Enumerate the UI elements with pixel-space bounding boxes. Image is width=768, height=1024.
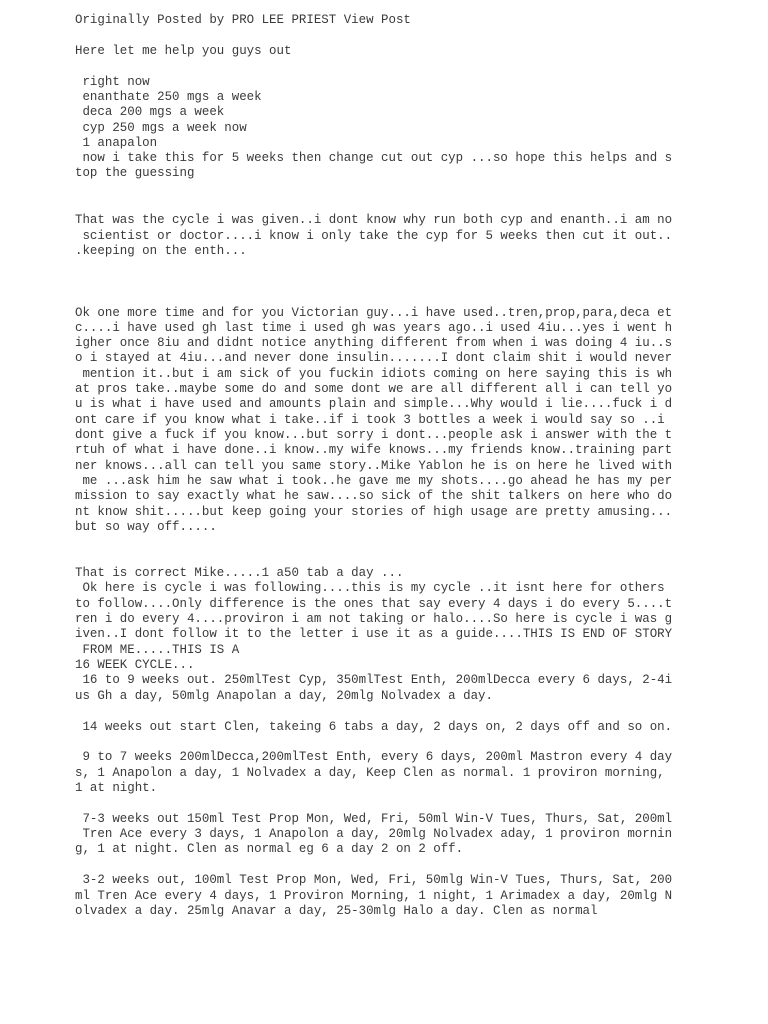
text-line: Ok here is cycle i was following....this is my cycle ..it isnt here for others [75,581,665,595]
text-line: That was the cycle i was given..i dont know why run both cyp and enanth..i am no [75,213,673,227]
text-line: c....i have used gh last time i used gh was years ago..i used 4iu...yes i went h [75,321,673,335]
text-line: now i take this for 5 weeks then change cut out cyp ...so hope this helps and s [75,151,673,165]
text-line: to follow....Only difference is the ones that say every 4 days i do every 5....t [75,597,673,611]
text-line: scientist or doctor....i know i only take the cyp for 5 weeks then cut it out.. [75,229,673,243]
text-line: nt know shit.....but keep going your stories of high usage are pretty amusing... [75,505,673,519]
text-line: 3-2 weeks out, 100ml Test Prop Mon, Wed, Fri, 50mlg Win-V Tues, Thurs, Sat, 200 [75,873,673,887]
text-line: enanthate 250 mgs a week [75,90,262,104]
text-line: FROM ME.....THIS IS A [75,643,240,657]
text-line: 1 anapalon [75,136,158,150]
text-line: Ok one more time and for you Victorian guy...i have used..tren,prop,para,deca et [75,306,673,320]
text-line: 14 weeks out start Clen, takeing 6 tabs a day, 2 days on, 2 days off and so on. [75,720,673,734]
text-line: deca 200 mgs a week [75,105,225,119]
text-line: o i stayed at 4iu...and never done insulin.......I dont claim shit i would never [75,351,673,365]
text-line: u is what i have used and amounts plain and simple...Why would i lie....fuck i d [75,397,673,411]
text-line: ont care if you know what i take..if i took 3 bottles a week i would say so ..i [75,413,665,427]
text-line: Tren Ace every 3 days, 1 Anapolon a day, 20mlg Nolvadex aday, 1 proviron mornin [75,827,673,841]
text-line: top the guessing [75,166,195,180]
text-line: 1 at night. [75,781,158,795]
post-header: Originally Posted by PRO LEE PRIEST View Post [75,13,411,27]
text-line: olvadex a day. 25mlg Anavar a day, 25-30mlg Halo a day. Clen as normal [75,904,598,918]
text-line: me ...ask him he saw what i took..he gave me my shots....go ahead he has my per [75,474,673,488]
text-line: 7-3 weeks out 150ml Test Prop Mon, Wed, Fri, 50ml Win-V Tues, Thurs, Sat, 200ml [75,812,673,826]
text-line: iven..I dont follow it to the letter i use it as a guide....THIS IS END OF STORY [75,627,673,641]
text-line: ner knows...all can tell you same story..Mike Yablon he is on here he lived with [75,459,673,473]
text-line: ml Tren Ace every 4 days, 1 Proviron Morning, 1 night, 1 Arimadex a day, 20mlg N [75,889,673,903]
text-line: igher once 8iu and didnt notice anything different from when i was doing 4 iu..s [75,336,673,350]
text-line: 9 to 7 weeks 200mlDecca,200mlTest Enth, every 6 days, 200ml Mastron every 4 day [75,750,673,764]
text-line: 16 WEEK CYCLE... [75,658,195,672]
text-line: at pros take..maybe some do and some dont we are all different all i can tell yo [75,382,673,396]
text-line: ren i do every 4....proviron i am not taking or halo....So here is cycle i was g [75,612,673,626]
text-line: Here let me help you guys out [75,44,292,58]
text-line: g, 1 at night. Clen as normal eg 6 a day 2 on 2 off. [75,842,464,856]
text-line: 16 to 9 weeks out. 250mlTest Cyp, 350mlTest Enth, 200mlDecca every 6 days, 2-4i [75,673,673,687]
text-line: .keeping on the enth... [75,244,247,258]
text-line: cyp 250 mgs a week now [75,121,247,135]
text-line: s, 1 Anapolon a day, 1 Nolvadex a day, Keep Clen as normal. 1 proviron morning, [75,766,665,780]
text-line: but so way off..... [75,520,217,534]
text-line: us Gh a day, 50mlg Anapolan a day, 20mlg Nolvadex a day. [75,689,493,703]
text-line: right now [75,75,150,89]
text-line: mention it..but i am sick of you fuckin idiots coming on here saying this is wh [75,367,673,381]
text-line: dont give a fuck if you know...but sorry i dont...people ask i answer with the t [75,428,673,442]
text-line: rtuh of what i have done..i know..my wife knows...my friends know..training part [75,443,673,457]
text-line: mission to say exactly what he saw....so sick of the shit talkers on here who do [75,489,673,503]
text-line: That is correct Mike.....1 a50 tab a day ... [75,566,404,580]
